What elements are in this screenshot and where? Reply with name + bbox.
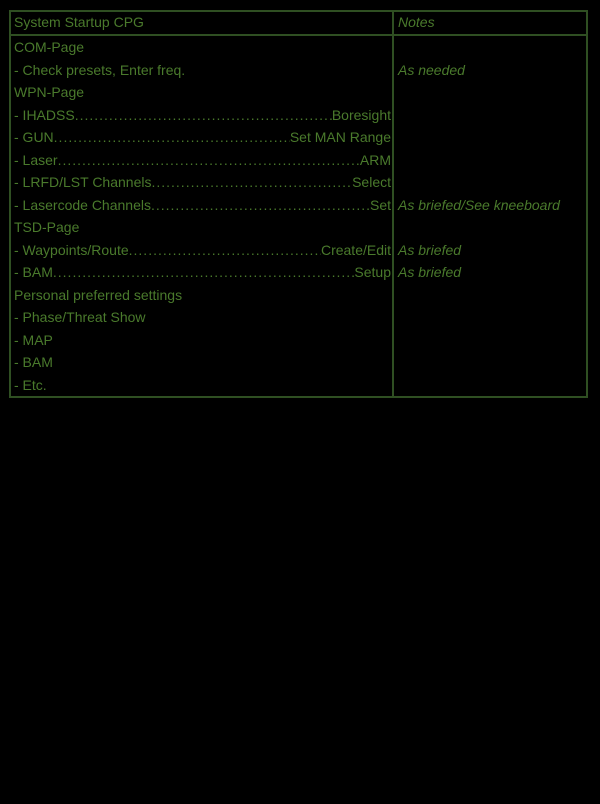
dot-leader xyxy=(75,104,332,127)
checklist-item xyxy=(11,59,394,82)
checklist-row xyxy=(11,261,586,284)
checklist-title-text: System Startup CPG xyxy=(14,14,144,30)
checklist-item xyxy=(11,126,394,149)
dot-leader xyxy=(54,126,290,149)
checklist-header-row xyxy=(11,12,586,36)
item-label: WPN-Page xyxy=(14,84,85,100)
checklist-item xyxy=(11,374,394,397)
startup-checklist-table xyxy=(9,10,588,398)
item-action: Setup xyxy=(354,264,391,280)
item-action: Set xyxy=(369,196,391,213)
item-label: - IHADSS xyxy=(14,106,75,123)
dot-leader xyxy=(129,239,321,262)
checklist-row xyxy=(11,374,586,397)
checklist-row xyxy=(11,306,586,329)
checklist-row xyxy=(11,59,586,82)
item-note xyxy=(394,149,586,172)
checklist-row xyxy=(11,36,586,59)
item-note xyxy=(394,374,586,397)
item-label: - Etc. xyxy=(14,376,47,393)
item-label: Personal preferred settings xyxy=(14,286,183,303)
item-label: - Waypoints/Route xyxy=(14,241,129,258)
checklist-item xyxy=(11,194,394,217)
checklist-row xyxy=(11,329,586,352)
item-note: As needed xyxy=(398,61,465,78)
checklist-row xyxy=(11,351,586,374)
item-note xyxy=(394,126,586,149)
item-action: Set MAN Range xyxy=(289,129,391,145)
item-note xyxy=(394,171,586,194)
item-label: TSD-Page xyxy=(14,219,80,235)
checklist-item xyxy=(11,351,394,374)
item-action: ARM xyxy=(359,151,391,168)
item-label: - MAP xyxy=(14,331,53,348)
dot-leader xyxy=(53,261,355,284)
item-note xyxy=(394,306,586,329)
item-note xyxy=(394,36,586,59)
item-label: - LRFD/LST Channels xyxy=(14,174,152,190)
item-label: - BAM xyxy=(14,354,53,370)
item-note xyxy=(394,284,586,307)
item-label: - Check presets, Enter freq. xyxy=(14,61,186,78)
item-note: As briefed xyxy=(398,264,462,280)
checklist-row xyxy=(11,126,586,149)
item-note xyxy=(394,329,586,352)
item-note: As briefed xyxy=(398,241,462,258)
item-action: Select xyxy=(352,174,391,190)
item-note xyxy=(394,81,586,104)
checklist-row xyxy=(11,194,586,217)
item-label: - Phase/Threat Show xyxy=(14,309,146,325)
checklist-row xyxy=(11,149,586,172)
notes-column-header: Notes xyxy=(398,14,435,30)
dot-leader xyxy=(151,194,370,217)
item-note xyxy=(394,216,586,239)
checklist-item xyxy=(11,171,394,194)
checklist-item xyxy=(11,329,394,352)
item-note: As briefed/See kneeboard xyxy=(398,196,560,213)
checklist-item xyxy=(11,104,394,127)
item-label: - BAM xyxy=(14,264,53,280)
checklist-item xyxy=(11,149,394,172)
item-label: - Laser xyxy=(14,151,58,168)
dot-leader xyxy=(151,171,352,194)
checklist-item xyxy=(11,239,394,262)
checklist-body xyxy=(11,36,586,396)
item-note xyxy=(394,104,586,127)
checklist-item xyxy=(11,306,394,329)
checklist-title xyxy=(11,12,394,34)
checklist-row xyxy=(11,216,586,239)
checklist-row xyxy=(11,104,586,127)
item-action: Boresight xyxy=(331,106,391,123)
section-heading xyxy=(11,81,394,104)
section-heading xyxy=(11,284,394,307)
section-heading xyxy=(11,36,394,59)
checklist-row xyxy=(11,81,586,104)
item-action: Create/Edit xyxy=(320,241,391,258)
checklist-item xyxy=(11,261,394,284)
item-label: - Lasercode Channels xyxy=(14,196,151,213)
item-note xyxy=(394,351,586,374)
checklist-row xyxy=(11,284,586,307)
item-label: - GUN xyxy=(14,129,54,145)
checklist-row xyxy=(11,239,586,262)
dot-leader xyxy=(58,149,360,172)
section-heading xyxy=(11,216,394,239)
checklist-row xyxy=(11,171,586,194)
item-label: COM-Page xyxy=(14,39,85,55)
